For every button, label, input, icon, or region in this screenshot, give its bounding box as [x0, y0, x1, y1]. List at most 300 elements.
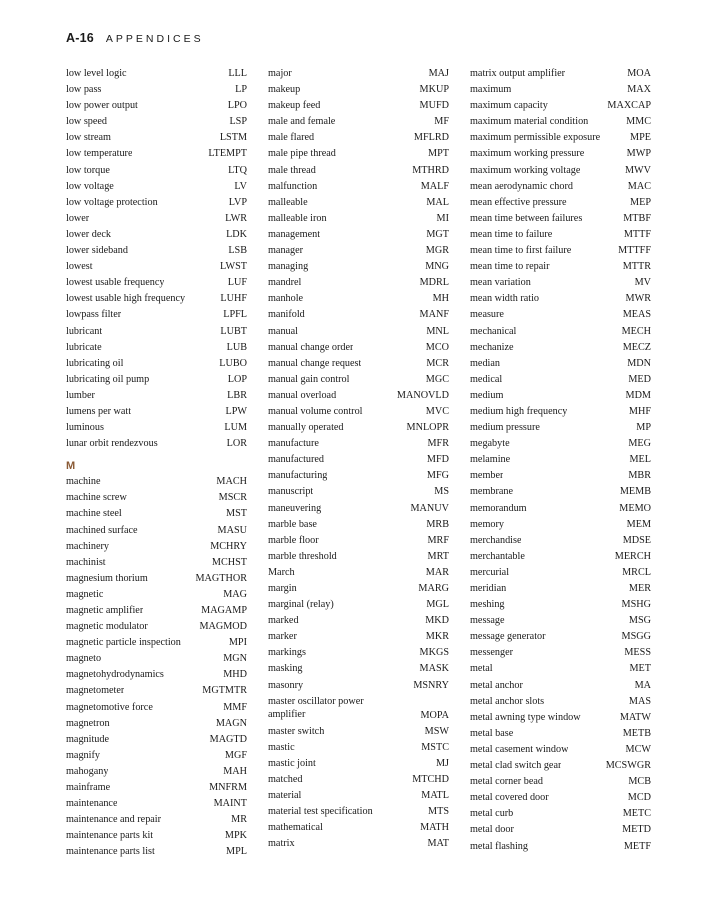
- entry-abbreviation: MMF: [223, 701, 247, 713]
- glossary-entry: [470, 661, 651, 677]
- entry-abbreviation: MATW: [619, 711, 651, 723]
- entry-term: magnetohydrodynamics: [66, 669, 164, 681]
- glossary-entry: [268, 661, 449, 677]
- entry-abbreviation: MHD: [223, 669, 247, 681]
- entry-term: manufactured: [268, 454, 325, 466]
- entry-abbreviation: MH: [432, 293, 449, 305]
- entry-abbreviation: MCD: [627, 792, 651, 804]
- entry-abbreviation: MI: [436, 212, 449, 224]
- glossary-entry: [66, 748, 247, 764]
- entry-term: mercurial: [470, 566, 510, 578]
- glossary-entry: [66, 146, 247, 162]
- glossary-entry: [268, 130, 449, 146]
- glossary-entry: [268, 307, 449, 323]
- entry-abbreviation: MWV: [624, 164, 651, 176]
- glossary-entry: [66, 796, 247, 812]
- entry-term: manual change order: [268, 341, 354, 353]
- glossary-entry: [470, 694, 651, 710]
- glossary-entry: [470, 307, 651, 323]
- glossary-entry: [66, 436, 247, 452]
- entry-abbreviation: MV: [634, 277, 651, 289]
- entry-term: marker: [268, 631, 297, 643]
- glossary-entry: [470, 565, 651, 581]
- glossary-entry: [66, 683, 247, 699]
- entry-term: low pass: [66, 84, 102, 96]
- entry-term: masonry: [268, 679, 304, 691]
- glossary-entry: [268, 356, 449, 372]
- entry-abbreviation: MFLRD: [413, 132, 449, 144]
- entry-term: manufacture: [268, 438, 319, 450]
- glossary-entry: [268, 195, 449, 211]
- entry-term: maximum working voltage: [470, 164, 581, 176]
- glossary-entry: [66, 667, 247, 683]
- glossary-entry: [268, 613, 449, 629]
- entry-abbreviation: LSTM: [219, 132, 247, 144]
- glossary-entry: [470, 227, 651, 243]
- entry-term: low torque: [66, 164, 110, 176]
- glossary-entry: [66, 619, 247, 635]
- entry-abbreviation: LDK: [226, 228, 247, 240]
- entry-term: marginal (relay): [268, 599, 334, 611]
- entry-abbreviation: MAR: [425, 566, 449, 578]
- entry-abbreviation: MFG: [426, 470, 449, 482]
- glossary-entry: [66, 114, 247, 130]
- entry-abbreviation: MEMB: [619, 486, 651, 498]
- glossary-entry: [268, 724, 449, 740]
- glossary-entry: [470, 146, 651, 162]
- glossary-entry: [66, 227, 247, 243]
- entry-abbreviation: MGF: [224, 749, 247, 761]
- entry-term: malleable iron: [268, 212, 327, 224]
- entry-term: metal casement window: [470, 743, 569, 755]
- entry-term: lowest usable frequency: [66, 277, 165, 289]
- entry-term: manual gain control: [268, 373, 350, 385]
- glossary-entry: [268, 756, 449, 772]
- entry-term: matched: [268, 773, 303, 785]
- entry-term: measure: [470, 309, 504, 321]
- entry-abbreviation: MGL: [426, 599, 449, 611]
- glossary-entry: [470, 806, 651, 822]
- glossary-entry: [470, 822, 651, 838]
- entry-abbreviation: MCB: [628, 776, 651, 788]
- entry-term: maintenance and repair: [66, 814, 162, 826]
- glossary-entry: [470, 114, 651, 130]
- entry-term: member: [470, 470, 504, 482]
- entry-term: lubricating oil pump: [66, 373, 150, 385]
- entry-term: lower sideband: [66, 245, 128, 257]
- entry-term: mandrel: [268, 277, 302, 289]
- entry-term: male pipe thread: [268, 148, 336, 160]
- entry-abbreviation: MOPA: [420, 709, 449, 721]
- entry-abbreviation: MET: [629, 663, 651, 675]
- entry-term: low power output: [66, 100, 138, 112]
- glossary-entry: [470, 179, 651, 195]
- entry-term: messenger: [470, 647, 513, 659]
- entry-term: metal curb: [470, 808, 514, 820]
- entry-term: metal anchor: [470, 679, 523, 691]
- glossary-entry: [268, 291, 449, 307]
- entry-term: lumber: [66, 389, 95, 401]
- entry-abbreviation: MAGTD: [209, 733, 247, 745]
- entry-term: matrix output amplifier: [470, 68, 566, 79]
- glossary-entry: [66, 372, 247, 388]
- glossary-entry: [66, 66, 247, 82]
- glossary-entry: [66, 356, 247, 372]
- entry-abbreviation: MEMO: [619, 502, 651, 514]
- entry-abbreviation: METC: [622, 808, 651, 820]
- entry-term: mean time to first failure: [470, 245, 572, 257]
- entry-term: male thread: [268, 164, 316, 176]
- entry-abbreviation: LUF: [227, 277, 247, 289]
- glossary-entry: [268, 146, 449, 162]
- entry-abbreviation: LUB: [226, 341, 247, 353]
- glossary-entry: [268, 581, 449, 597]
- entry-term: magnetron: [66, 717, 110, 729]
- entry-abbreviation: LP: [235, 84, 247, 96]
- glossary-entry: [268, 211, 449, 227]
- entry-term: machine: [66, 476, 101, 488]
- entry-term: maneuvering: [268, 502, 322, 514]
- entry-term: mean time to repair: [470, 261, 550, 273]
- glossary-entry: [470, 356, 651, 372]
- glossary-entry: [66, 291, 247, 307]
- entry-term: mean aerodynamic chord: [470, 180, 573, 192]
- glossary-entry: [470, 82, 651, 98]
- page-number: A-16: [66, 31, 94, 45]
- glossary-entry: [268, 788, 449, 804]
- entry-abbreviation: MSTC: [421, 741, 449, 753]
- entry-abbreviation: MFD: [426, 454, 449, 466]
- entry-abbreviation: MACH: [216, 476, 247, 488]
- entry-term: mastic joint: [268, 757, 316, 769]
- glossary-entry: [470, 549, 651, 565]
- glossary-entry: [268, 340, 449, 356]
- entry-term: lowpass filter: [66, 309, 122, 321]
- entry-abbreviation: MAGTHOR: [195, 572, 247, 584]
- entry-term: masking: [268, 663, 303, 675]
- entry-abbreviation: MEM: [626, 518, 651, 530]
- entry-abbreviation: MWR: [625, 293, 651, 305]
- entry-abbreviation: MAGN: [215, 717, 247, 729]
- glossary-entry: [66, 243, 247, 259]
- entry-term: manhole: [268, 293, 304, 305]
- entry-term: maximum working pressure: [470, 148, 585, 160]
- glossary-entry: [268, 98, 449, 114]
- entry-term: meshing: [470, 599, 505, 611]
- entry-term: metal base: [470, 727, 514, 739]
- entry-abbreviation: MJ: [435, 757, 449, 769]
- section-title: APPENDICES: [105, 33, 204, 45]
- entry-abbreviation: MTS: [428, 806, 449, 818]
- glossary-entry: [268, 533, 449, 549]
- glossary-entry: [268, 772, 449, 788]
- glossary-entry: [66, 388, 247, 404]
- entry-term: meridian: [470, 583, 507, 594]
- entry-abbreviation: MEP: [630, 196, 651, 208]
- glossary-entry: [268, 484, 449, 500]
- entry-abbreviation: MTTR: [622, 261, 651, 273]
- glossary-entry: [470, 597, 651, 613]
- glossary-entry: [268, 517, 449, 533]
- glossary-entry: [66, 523, 247, 539]
- entry-abbreviation: LSP: [229, 116, 247, 128]
- glossary-entry: [268, 468, 449, 484]
- glossary-entry: [470, 130, 651, 146]
- glossary-entry: [470, 372, 651, 388]
- entry-abbreviation: MVC: [425, 405, 449, 417]
- glossary-entry: [470, 66, 651, 82]
- entry-abbreviation: LUM: [224, 422, 247, 434]
- glossary-entry: [470, 291, 651, 307]
- glossary-entry: [268, 629, 449, 645]
- entry-term: mean variation: [470, 277, 531, 289]
- entry-term: margin: [268, 583, 297, 594]
- entry-term: machine screw: [66, 492, 127, 504]
- glossary-entry: [470, 790, 651, 806]
- entry-abbreviation: MRT: [427, 550, 449, 562]
- entry-term: luminous: [66, 422, 104, 434]
- entry-abbreviation: MKUP: [419, 84, 449, 96]
- entry-term: magnitude: [66, 733, 110, 745]
- entry-term: maintenance parts list: [66, 846, 155, 858]
- entry-term: machine steel: [66, 508, 122, 520]
- entry-abbreviation: MAT: [427, 838, 449, 850]
- entry-term: marked: [268, 615, 299, 627]
- entry-term: metal clad switch gear: [470, 760, 562, 772]
- entry-abbreviation: LOP: [227, 373, 247, 385]
- entry-abbreviation: MNLOPR: [406, 422, 449, 434]
- glossary-entry: [268, 420, 449, 436]
- entry-term: mean time to failure: [470, 228, 553, 240]
- glossary-entry: [66, 259, 247, 275]
- entry-term: magnetomotive force: [66, 701, 153, 713]
- entry-abbreviation: LOR: [226, 438, 247, 450]
- entry-abbreviation: MTBF: [623, 212, 651, 224]
- entry-abbreviation: MFR: [427, 438, 449, 450]
- entry-term: magnetic amplifier: [66, 605, 144, 616]
- entry-term: mahogany: [66, 765, 109, 777]
- entry-term: metal awning type window: [470, 711, 581, 723]
- letter-heading: M: [66, 460, 76, 473]
- glossary-entry: [470, 195, 651, 211]
- entry-abbreviation: MF: [434, 116, 449, 128]
- glossary-entry: [66, 506, 247, 522]
- entry-abbreviation: MSGG: [621, 631, 651, 643]
- entry-abbreviation: MWP: [626, 148, 651, 160]
- entry-abbreviation: MSHG: [621, 599, 651, 611]
- entry-term: metal corner bead: [470, 776, 543, 788]
- entry-term: material: [268, 790, 302, 802]
- glossary-entry: [470, 484, 651, 500]
- entry-abbreviation: MECZ: [622, 341, 651, 353]
- glossary-entry: [268, 324, 449, 340]
- entry-term: low stream: [66, 132, 111, 144]
- entry-term: lowest usable high frequency: [66, 293, 186, 305]
- entry-term: metal: [470, 663, 493, 675]
- entry-term: marble threshold: [268, 550, 337, 562]
- entry-abbreviation: MDN: [627, 357, 651, 369]
- entry-abbreviation: LVP: [228, 196, 247, 208]
- glossary-entry: [268, 275, 449, 291]
- glossary-entry: [66, 571, 247, 587]
- entry-term: mean width ratio: [470, 293, 540, 305]
- glossary-entry: [470, 581, 651, 597]
- entry-term: mean time between failures: [470, 212, 583, 224]
- glossary-entry: [470, 645, 651, 661]
- entry-term: management: [268, 228, 321, 240]
- entry-abbreviation: MDSE: [622, 534, 651, 546]
- entry-term: March: [268, 566, 295, 578]
- entry-term: melamine: [470, 454, 511, 466]
- entry-abbreviation: MAL: [426, 196, 449, 208]
- glossary-entry: [66, 716, 247, 732]
- column-3: [470, 66, 651, 855]
- entry-term: marble floor: [268, 534, 319, 546]
- entry-term: medium: [470, 389, 504, 401]
- entry-term: maximum permissible exposure: [470, 132, 601, 144]
- entry-term: message: [470, 615, 505, 627]
- entry-abbreviation: MPT: [428, 148, 449, 160]
- entry-abbreviation: MRF: [427, 534, 449, 546]
- entry-abbreviation: MPI: [228, 637, 247, 649]
- entry-term: memory: [470, 518, 504, 530]
- entry-abbreviation: MAS: [628, 695, 651, 707]
- glossary-entry: [66, 844, 247, 860]
- entry-abbreviation: MGR: [425, 245, 449, 257]
- glossary-entry: [66, 812, 247, 828]
- entry-abbreviation: MASK: [419, 663, 449, 675]
- entry-term: metal covered door: [470, 792, 549, 804]
- entry-abbreviation: MATH: [420, 822, 449, 834]
- glossary-entry: [470, 533, 651, 549]
- entry-term: malleable: [268, 196, 308, 208]
- column-1: [66, 66, 247, 861]
- glossary-entry: [268, 820, 449, 836]
- entry-term: low temperature: [66, 148, 133, 160]
- glossary-entry: [66, 780, 247, 796]
- entry-abbreviation: MANUV: [410, 502, 449, 514]
- glossary-entry: [66, 324, 247, 340]
- glossary-entry: [66, 555, 247, 571]
- entry-term: mean effective pressure: [470, 196, 567, 208]
- glossary-entry: [470, 758, 651, 774]
- glossary-entry: [470, 726, 651, 742]
- entry-abbreviation: LUBT: [220, 325, 247, 337]
- glossary-entry: [470, 436, 651, 452]
- entry-abbreviation: MPE: [630, 132, 651, 144]
- entry-term: mechanical: [470, 325, 517, 337]
- entry-abbreviation: LUBO: [219, 357, 247, 369]
- glossary-entry: [66, 404, 247, 420]
- entry-term: master switch: [268, 725, 325, 737]
- entry-term: median: [470, 357, 500, 369]
- glossary-entry: [470, 388, 651, 404]
- glossary-entry: [470, 324, 651, 340]
- entry-abbreviation: MTCHD: [412, 773, 449, 785]
- entry-abbreviation: MCW: [625, 743, 651, 755]
- entry-term: manuscript: [268, 486, 314, 498]
- entry-abbreviation: MS: [434, 486, 449, 498]
- entry-abbreviation: LWST: [220, 261, 247, 273]
- glossary-entry: [66, 587, 247, 603]
- entry-abbreviation: MMC: [626, 116, 651, 128]
- entry-abbreviation: MED: [628, 373, 651, 385]
- entry-term: metal anchor slots: [470, 695, 545, 707]
- glossary-entry: [268, 549, 449, 565]
- entry-abbreviation: MAC: [627, 180, 651, 192]
- entry-term: makeup: [268, 84, 301, 96]
- entry-abbreviation: MOA: [627, 68, 651, 79]
- entry-abbreviation: MALF: [420, 180, 449, 192]
- glossary-entry: [268, 404, 449, 420]
- glossary-entry: [470, 629, 651, 645]
- entry-term: master oscillator power amplifier: [268, 695, 364, 721]
- glossary-entry: [470, 211, 651, 227]
- entry-term: maximum capacity: [470, 100, 548, 112]
- entry-term: lower deck: [66, 228, 111, 240]
- entry-abbreviation: MSW: [424, 725, 449, 737]
- entry-term: manual volume control: [268, 405, 363, 417]
- entry-term: low level logic: [66, 68, 127, 79]
- entry-term: magnetic modulator: [66, 621, 148, 633]
- glossary-entry: [66, 635, 247, 651]
- entry-term: low voltage protection: [66, 196, 158, 208]
- entry-term: managing: [268, 261, 309, 273]
- entry-term: lowest: [66, 261, 93, 273]
- glossary-entry: [66, 340, 247, 356]
- entry-abbreviation: MGC: [425, 373, 449, 385]
- entry-abbreviation: LV: [234, 180, 247, 192]
- entry-abbreviation: MAINT: [213, 798, 247, 810]
- entry-term: manually operated: [268, 422, 344, 434]
- entry-term: low speed: [66, 116, 108, 128]
- entry-abbreviation: LPW: [225, 405, 247, 417]
- glossary-entry: [66, 195, 247, 211]
- entry-term: manufacturing: [268, 470, 328, 482]
- entry-abbreviation: MSCR: [218, 492, 247, 504]
- glossary-entry: [268, 740, 449, 756]
- entry-term: mastic: [268, 741, 295, 753]
- entry-term: manual change request: [268, 357, 362, 369]
- glossary-entry: [268, 163, 449, 179]
- entry-term: mainframe: [66, 782, 111, 794]
- entry-term: medical: [470, 373, 503, 385]
- glossary-entry: [268, 243, 449, 259]
- entry-abbreviation: MTTF: [623, 228, 651, 240]
- entry-term: marble base: [268, 518, 317, 530]
- entry-abbreviation: LBR: [227, 389, 247, 401]
- glossary-entry: [66, 82, 247, 98]
- glossary-entry: [66, 474, 247, 490]
- entry-term: magneto: [66, 653, 102, 665]
- entry-term: lumens per watt: [66, 405, 132, 417]
- entry-abbreviation: MESS: [624, 647, 651, 659]
- entry-abbreviation: MPK: [224, 830, 247, 842]
- entry-term: megabyte: [470, 438, 510, 450]
- entry-abbreviation: MDRL: [419, 277, 449, 289]
- entry-abbreviation: MR: [231, 814, 247, 826]
- glossary-entry: [268, 227, 449, 243]
- entry-term: lunar orbit rendezvous: [66, 438, 158, 450]
- entry-abbreviation: MANOVLD: [396, 389, 449, 401]
- glossary-entry: [470, 163, 651, 179]
- entry-abbreviation: MKD: [425, 615, 449, 627]
- entry-abbreviation: MEL: [629, 454, 651, 466]
- entry-term: metal flashing: [470, 840, 528, 852]
- entry-term: maintenance: [66, 798, 118, 810]
- entry-abbreviation: MTHRD: [412, 164, 449, 176]
- glossary-entry: [470, 774, 651, 790]
